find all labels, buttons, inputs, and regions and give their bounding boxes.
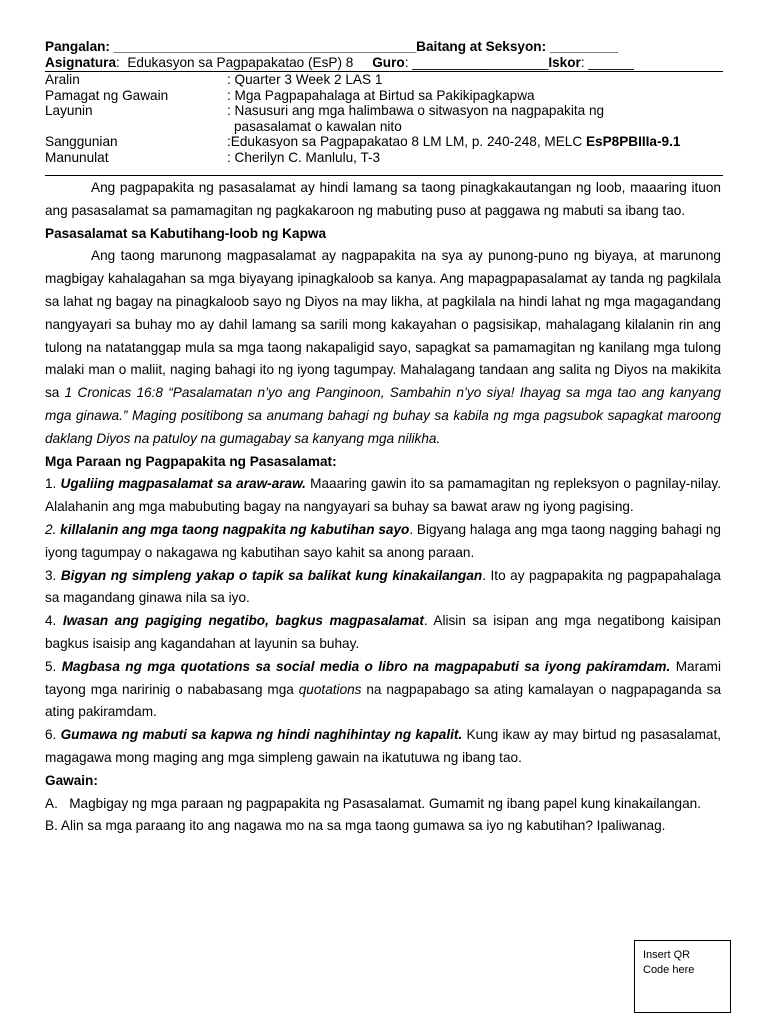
pangalan-blank[interactable]: ________________________________________ bbox=[113, 39, 417, 54]
sanggunian-label: Sanggunian bbox=[45, 134, 118, 149]
sanggunian-code: EsP8PBIIIa-9.1 bbox=[585, 134, 681, 149]
closing-text: Maging positibong sa anumang bahagi ng buhay sa kabila ng mga pagsubok sapagkat maroong daklang Diyos na patuloy na gumagabay sa kanyang mga nilikha. bbox=[45, 407, 721, 446]
section2-heading: Mga Paraan ng Pagpapakita ng Pasasalamat: bbox=[45, 453, 337, 469]
list-item: 5. Magbasa ng mga quotations sa social media o libro na magpapabuti sa iyong pakiramdam. Marami tayong mga naririnig o nababasang mga quotations na nagpapabago sa ating kamalayan o nagpapaganda sa ating pakiramdam. bbox=[45, 658, 722, 720]
divider bbox=[45, 175, 723, 176]
pamagat-label: Pamagat ng Gawain bbox=[45, 88, 169, 103]
list-item: 6. Gumawa ng mabuti sa kapwa ng hindi naghihintay ng kapalit. Kung ikaw ay may birtud ng pasasalamat, magagawa mong maging ang mga simpleng gawain na ikatutuwa ng ibang tao. bbox=[45, 727, 722, 765]
list-item: 4. Iwasan ang pagiging negatibo, bagkus magpasalamat. Alisin sa isipan ang mga negatibong kaisipan bagkus isaisip ang kagandahan at layunin sa buhay. bbox=[45, 613, 721, 651]
asignatura-value: Edukasyon sa Pagpapakatao (EsP) 8 bbox=[127, 55, 354, 70]
layunin-label: Layunin bbox=[45, 103, 93, 118]
layunin-value-1: : Nasusuri ang mga halimbawa o sitwasyon na nagpapakita ng bbox=[227, 103, 605, 118]
sanggunian-value: :Edukasyon sa Pagpapakatao 8 LM LM, p. 240-248, MELC EsP8PBIIIa-9.1 bbox=[227, 134, 681, 149]
section1-paragraph: Ang taong marunong magpasalamat ay nagpapakita na sya ay punong-puno ng biyaya, at marunong magbigay kahalagahan sa mga biyayang ipinagkaloob sa kanya. Ang mapagpapasalamat ay tanda ng pagkilala sa lahat ng bagay na pinagkaloob sayo ng Diyos na may likha, at pagkilala na hindi lahat ng mga magagandang nangyayari sa buhay mo ay dahil lamang sa sarili mong kakayahan o pagsisikap, mahalagang kilalanin rin ang tulong na natatanggap mula sa mga taong nakapaligid sayo, sapagkat sa pamamagitan ng kanilang mga tulong malaki man o maliit, naging bahagi ito ng iyong tagumpay. Mahalagang tandaan ang salita ng Diyos na makikita sa 1 Cronicas 16:8 “Pasalamatan n’yo ang Panginoon, Sambahin n’yo siya! Ihayag sa mga tao ang kanyang mga ginawa.” Maging positibong sa anumang bahagi ng buhay sa kabila ng mga pagsubok sapagkat maroong daklang Diyos na patuloy na gumagabay sa kanyang mga nilikha. bbox=[45, 248, 721, 446]
verse-reference: 1 Cronicas 16:8 bbox=[64, 385, 163, 401]
header-subject-row: Asignatura: Edukasyon sa Pagpapakatao (EsP) 8 Guro: __________________Iskor: ______ bbox=[45, 55, 723, 72]
header-name-row bbox=[45, 39, 618, 55]
lesson-body bbox=[45, 177, 721, 838]
aralin-label: Aralin bbox=[45, 72, 80, 87]
manunulat-value: : Cherilyn C. Manlulu, T-3 bbox=[227, 150, 381, 165]
pamagat-value: : Mga Pagpapahalaga at Birtud sa Pakikipagkapwa bbox=[227, 88, 535, 103]
section1-heading: Pasasalamat sa Kabutihang-loob ng Kapwa bbox=[45, 225, 327, 241]
gawain-heading: Gawain: bbox=[45, 772, 98, 788]
list-item: 1. Ugaliing magpasalamat sa araw-araw. Maaaring gawin ito sa pamamagitan ng repleksyon o pagnilay-nilay. Alalahanin ang mga mabubuting bagay na nangyayari sa buhay sa bawat araw ng iyong pagising. bbox=[45, 476, 721, 515]
iskor-blank[interactable]: ______ bbox=[588, 55, 634, 70]
verse-quote: “Pasalamatan n’yo ang Panginoon, Sambahin n’yo siya! Ihayag sa mga tao ang kanyang mga ginawa.” bbox=[45, 385, 721, 423]
layunin-value-2: pasasalamat o kawalan nito bbox=[234, 119, 402, 134]
aralin-value: : Quarter 3 Week 2 LAS 1 bbox=[227, 72, 383, 87]
gawain-b: B. Alin sa mga paraang ito ang nagawa mo na sa mga taong gumawa sa iyo ng kabutihan? Ipaliwanag. bbox=[45, 818, 666, 834]
guro-label: Guro bbox=[372, 55, 405, 70]
qr-label-line1: Insert QR bbox=[643, 949, 691, 961]
iskor-label: Iskor bbox=[548, 55, 581, 70]
baitang-label: Baitang at Seksyon: bbox=[416, 39, 547, 54]
intro-paragraph: Ang pagpapakita ng pasasalamat ay hindi lamang sa taong pinagkakautangan ng loob, maaaring ituon ang pasasalamat sa pamamagitan ng pagkakaroon ng mabuting puso at paggawa ng mabuti sa ibang tao. bbox=[45, 180, 721, 218]
pangalan-label: Pangalan: bbox=[45, 39, 110, 54]
gawain-a: A. Magbigay ng mga paraan ng pagpapakita ng Pasasalamat. Gumamit ng ibang papel kung kinakailangan. bbox=[45, 795, 701, 811]
qr-code-placeholder bbox=[634, 940, 731, 1013]
list-item: 3. Bigyan ng simpleng yakap o tapik sa balikat kung kinakailangan. Ito ay pagpapakita ng pagpapahalaga sa magandang ginawa nila sa iyo. bbox=[45, 567, 721, 606]
guro-blank[interactable]: __________________ bbox=[412, 55, 549, 70]
qr-label-line2: Code here bbox=[643, 964, 695, 976]
list-item: 2. killalanin ang mga taong nagpakita ng kabutihan sayo. Bigyang halaga ang mga taong nagging bahagi ng iyong tagumpay o nakagawa ng kabutihan sayo kahit sa anong paraan. bbox=[45, 521, 721, 560]
manunulat-label: Manunulat bbox=[45, 150, 109, 165]
baitang-blank[interactable]: _________ bbox=[549, 39, 618, 54]
asignatura-label: Asignatura bbox=[45, 55, 117, 70]
